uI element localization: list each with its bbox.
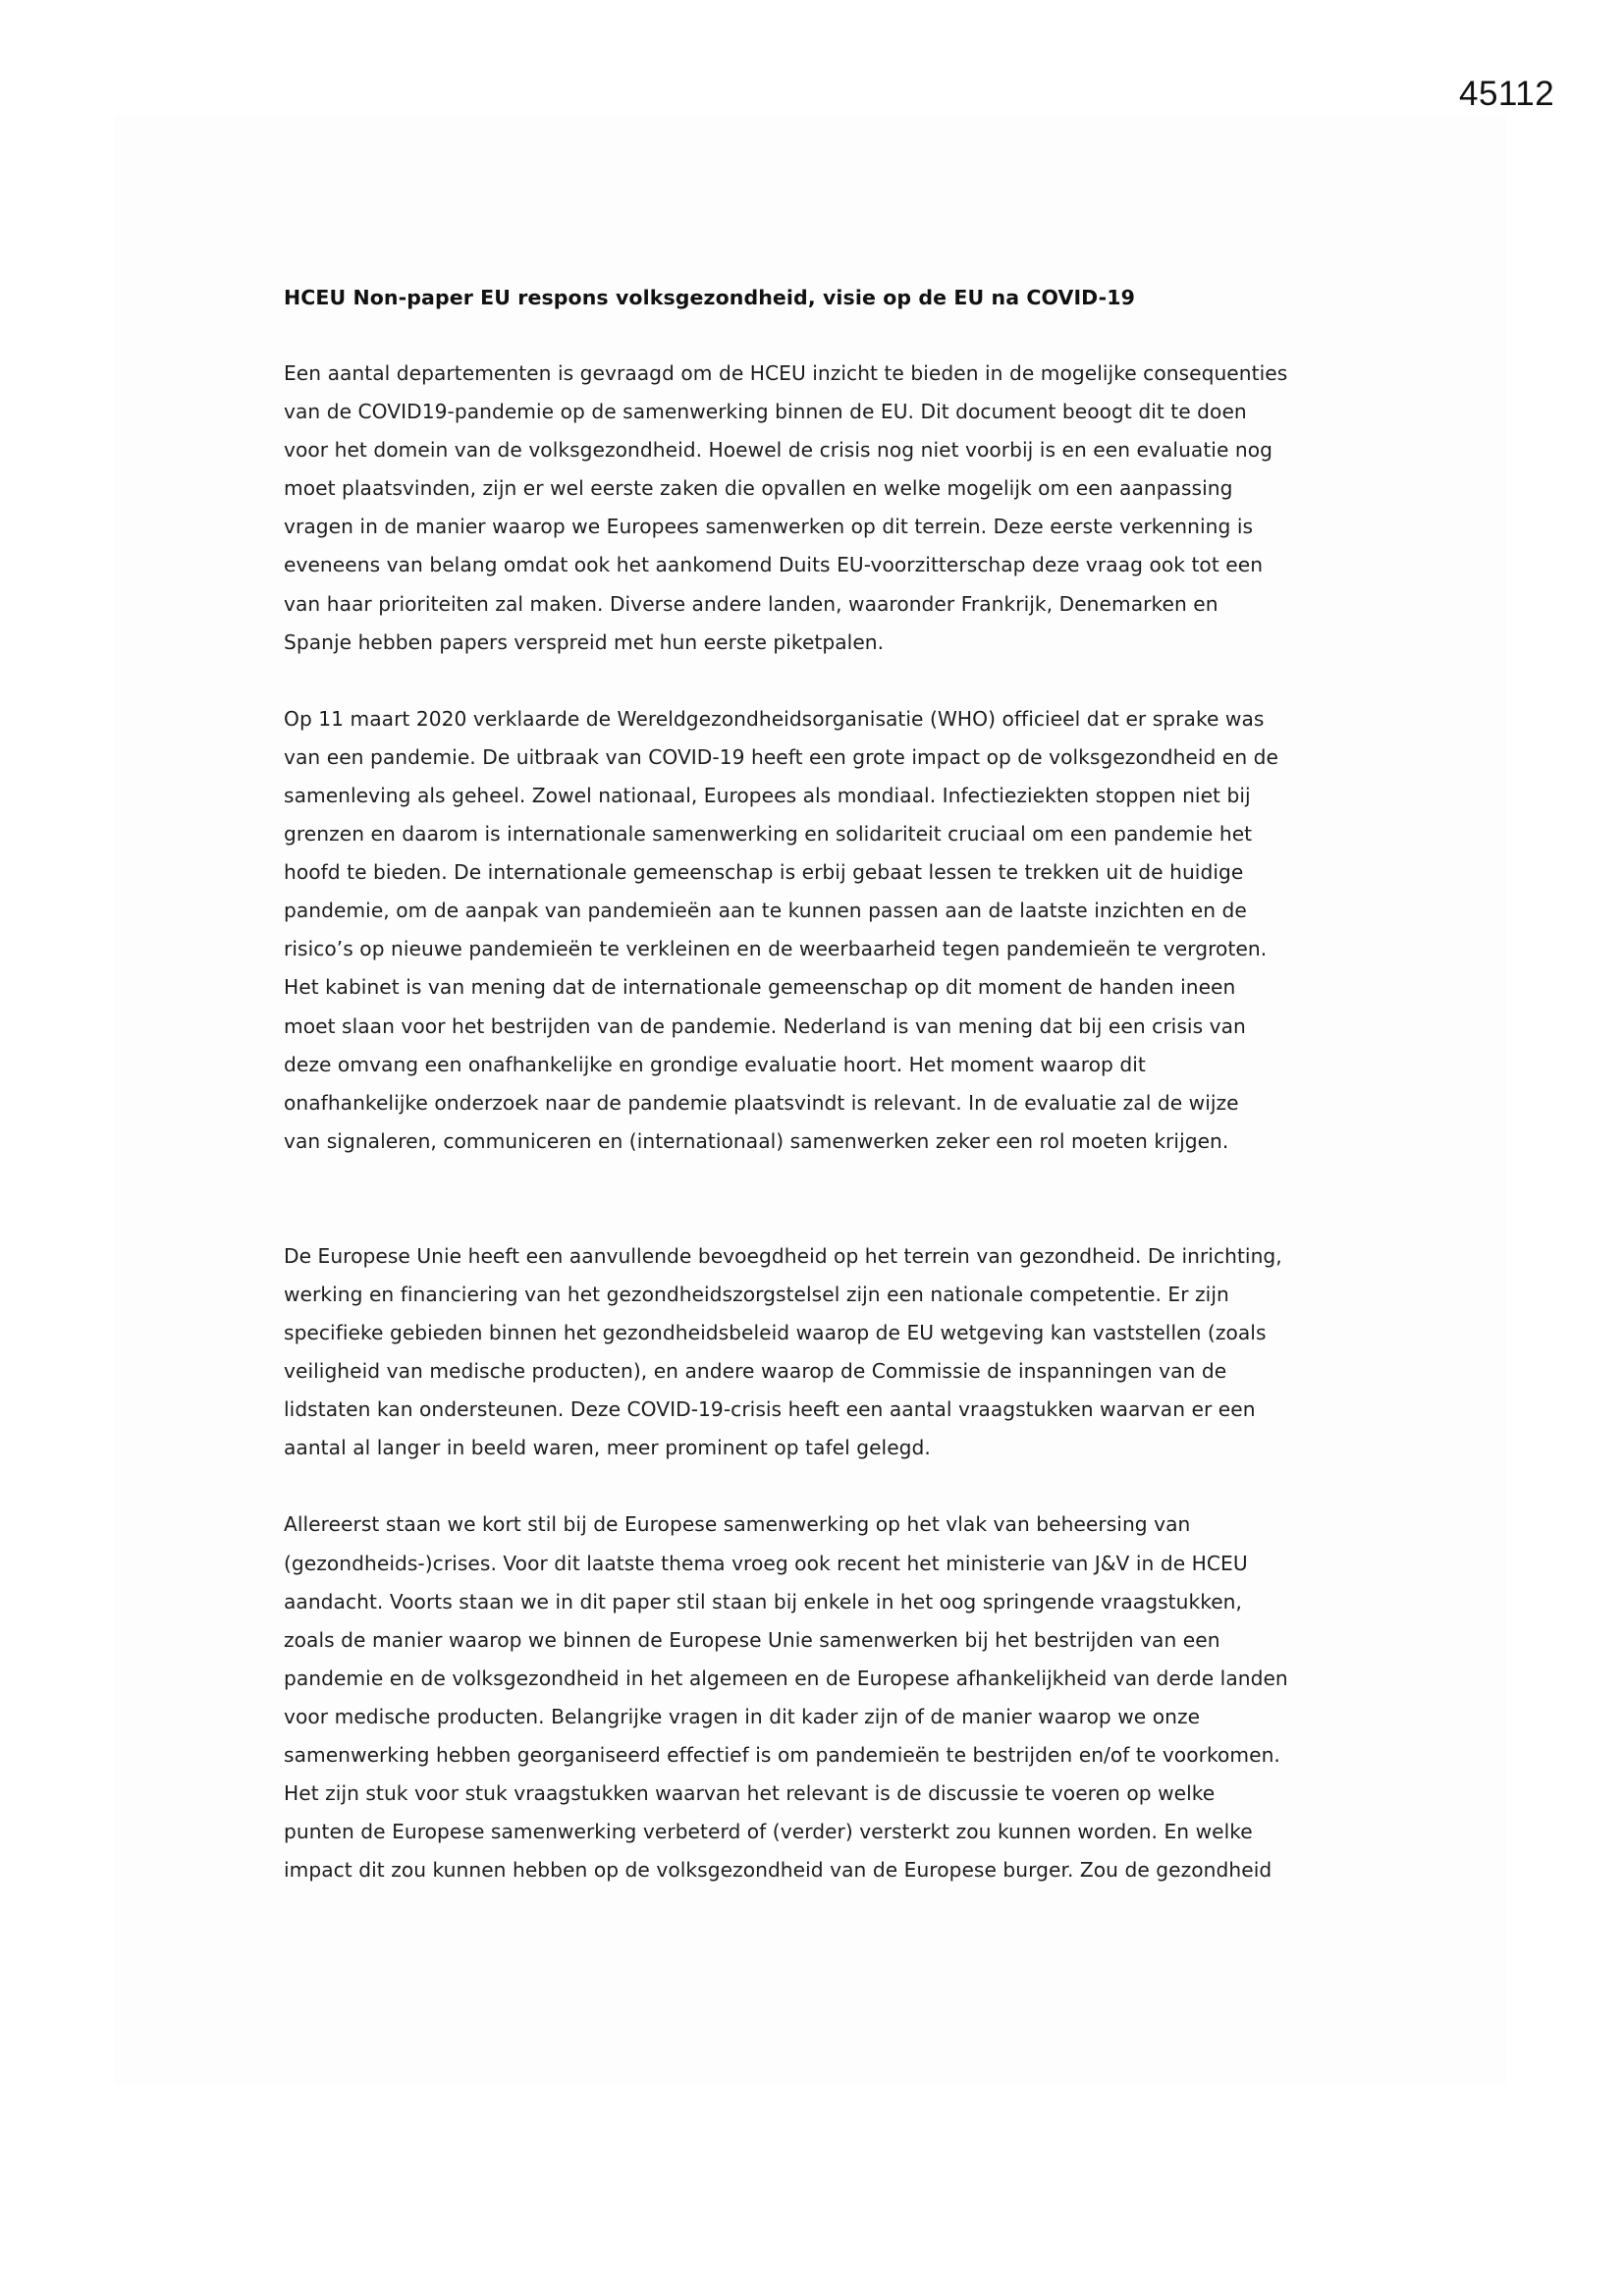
text-line: voor medische producten. Belangrijke vragen in dit kader zijn of de manier waarop we onze [284,1704,1201,1728]
text-line: moet slaan voor het bestrijden van de pandemie. Nederland is van mening dat bij een crisis van [284,1013,1246,1038]
text-line: deze omvang een onafhankelijke en grondige evaluatie hoort. Het moment waarop dit [284,1052,1146,1076]
text-line: moet plaatsvinden, zijn er wel eerste zaken die opvallen en welke mogelijk om een aanpassing [284,476,1233,501]
document-body [284,279,1364,1889]
text-line: aandacht. Voorts staan we in dit paper stil staan bij enkele in het oog springende vraagstukken, [284,1589,1242,1613]
text-line: vragen in de manier waarop we Europees samenwerken op dit terrein. Deze eerste verkenning is [284,515,1254,539]
text-line: aantal al langer in beeld waren, meer prominent op tafel gelegd. [284,1436,931,1460]
text-line: specifieke gebieden binnen het gezondheidsbeleid waarop de EU wetgeving kan vaststellen (zoals [284,1321,1267,1345]
text-line: pandemie, om de aanpak van pandemieën aan te kunnen passen aan de laatste inzichten en de [284,899,1247,923]
text-line: Op 11 maart 2020 verklaarde de Wereldgezondheidsorganisatie (WHO) officieel dat er sprake was [284,706,1265,731]
text-line: Een aantal departementen is gevraagd om de HCEU inzicht te bieden in de mogelijke consequenties [284,361,1288,385]
text-line: samenleving als geheel. Zowel nationaal, Europees als mondiaal. Infectieziekten stoppen niet bij [284,783,1251,807]
text-line: werking en financiering van het gezondheidszorgstelsel zijn een nationale competentie. Er zijn [284,1282,1229,1306]
text-line: hoofd te bieden. De internationale gemeenschap is erbij gebaat lessen te trekken uit de huidige [284,860,1244,885]
text-line: lidstaten kan ondersteunen. Deze COVID-19-crisis heeft een aantal vraagstukken waarvan er een [284,1397,1256,1422]
document-title: HCEU Non-paper EU respons volksgezondheid, visie op de EU na COVID-19 [284,286,1136,309]
text-line: zoals de manier waarop we binnen de Europese Unie samenwerken bij het bestrijden van een [284,1627,1220,1652]
text-line: van een pandemie. De uitbraak van COVID-19 heeft een grote impact op de volksgezondheid en de [284,744,1278,769]
text-line: onafhankelijke onderzoek naar de pandemie plaatsvindt is relevant. In de evaluatie zal de wijze [284,1090,1239,1115]
page-number: 45112 [1459,75,1555,113]
text-line: samenwerking hebben georganiseerd effectief is om pandemieën te bestrijden en/of te voorkomen. [284,1743,1280,1767]
text-line: Spanje hebben papers verspreid met hun eerste piketpalen. [284,629,885,654]
text-line: punten de Europese samenwerking verbeterd of (verder) versterkt zou kunnen worden. En welke [284,1820,1253,1844]
text-line: veiligheid van medische producten), en andere waarop de Commissie de inspanningen van de [284,1359,1227,1384]
text-line: grenzen en daarom is internationale samenwerking en solidariteit cruciaal om een pandemie het [284,822,1253,847]
text-line: Het kabinet is van mening dat de internationale gemeenschap op dit moment de handen ineen [284,975,1236,1000]
paragraph-crisis-cooperation [284,1505,1364,1889]
text-line: risico’s op nieuwe pandemieën te verkleinen en de weerbaarheid tegen pandemieën te vergroten. [284,937,1268,961]
paragraph-introduction [284,355,1364,662]
text-line: voor het domein van de volksgezondheid. Hoewel de crisis nog niet voorbij is en een evaluatie nog [284,438,1273,463]
text-line: Het zijn stuk voor stuk vraagstukken waarvan het relevant is de discussie te voeren op welke [284,1781,1216,1806]
text-line: (gezondheids-)crises. Voor dit laatste thema vroeg ook recent het ministerie van J&V in de HCEU [284,1551,1248,1575]
text-line: van haar prioriteiten zal maken. Diverse andere landen, waaronder Frankrijk, Denemarken en [284,591,1218,616]
paragraph-eu-competence [284,1237,1364,1468]
text-line: van de COVID19-pandemie op de samenwerking binnen de EU. Dit document beoogt dit te doen [284,400,1247,424]
text-line: pandemie en de volksgezondheid in het algemeen en de Europese afhankelijkheid van derde landen [284,1666,1288,1690]
text-line: Allereerst staan we kort stil bij de Europese samenwerking op het vlak van beheersing van [284,1512,1191,1537]
paragraph-who-pandemic [284,700,1364,1161]
text-line: De Europese Unie heeft een aanvullende bevoegdheid op het terrein van gezondheid. De inrichting, [284,1243,1282,1268]
text-line: eveneens van belang omdat ook het aankomend Duits EU-voorzitterschap deze vraag ook tot een [284,553,1264,577]
text-line: van signaleren, communiceren en (internationaal) samenwerken zeker een rol moeten krijgen. [284,1128,1229,1153]
text-line: impact dit zou kunnen hebben op de volksgezondheid van de Europese burger. Zou de gezondheid [284,1858,1272,1883]
